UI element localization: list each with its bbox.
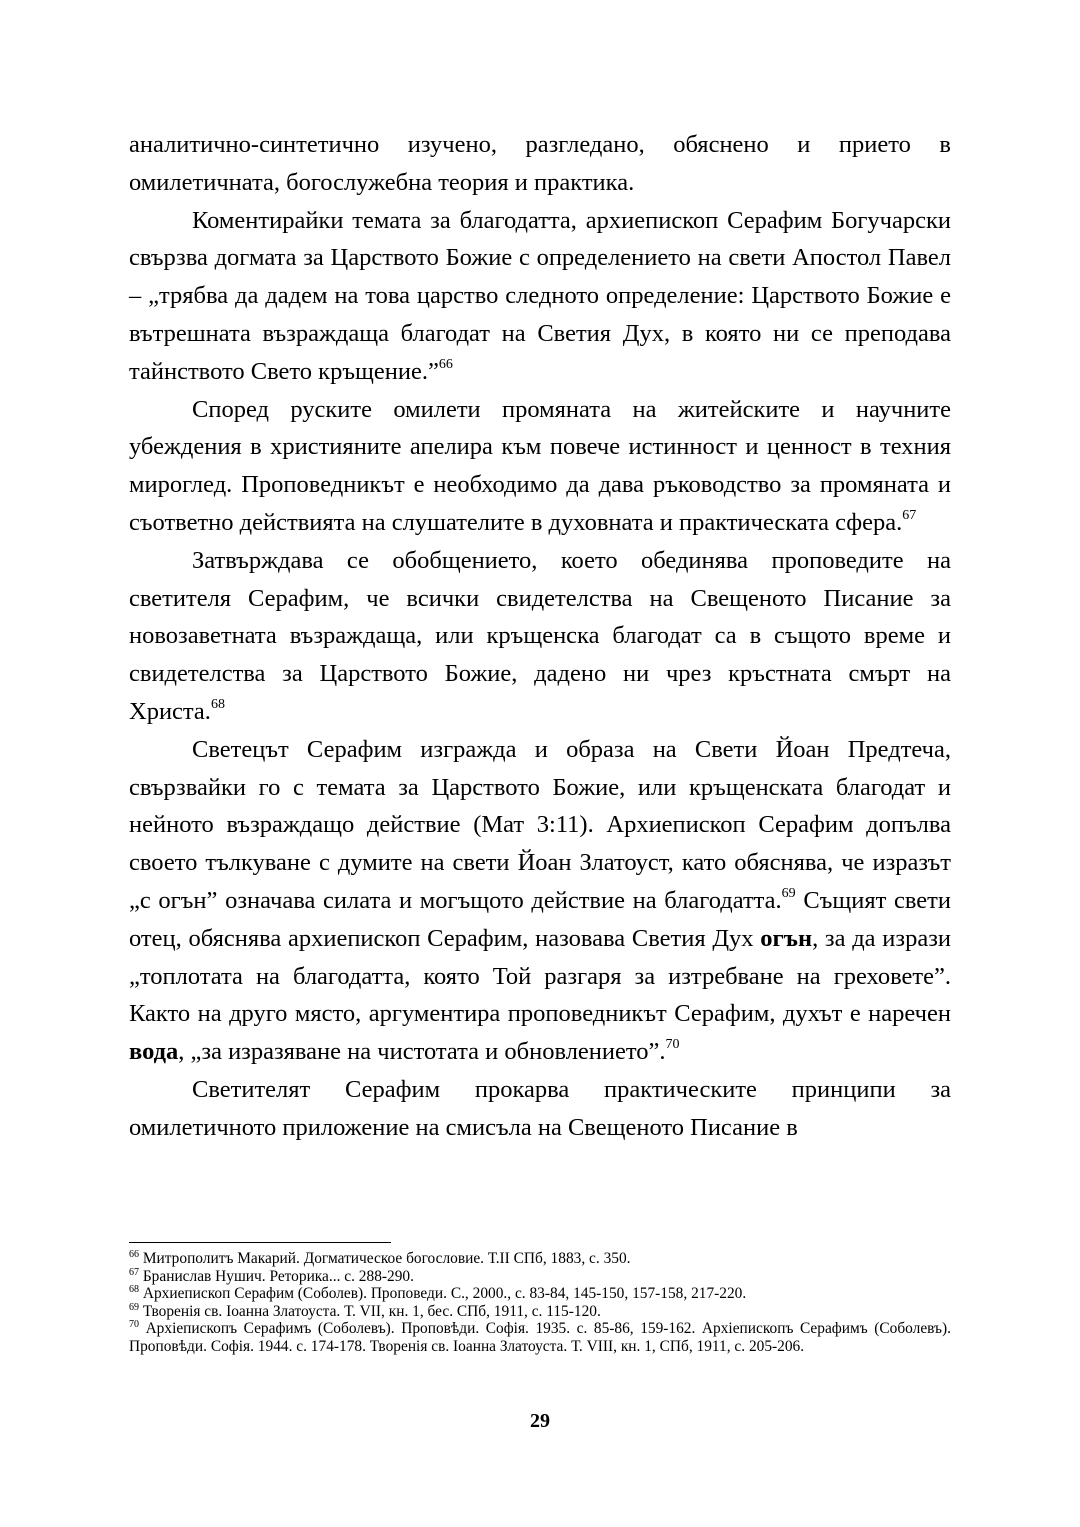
footnote-text: Митрополитъ Макарий. Догматическое богословие. Т.II СПб, 1883, с. 350. — [139, 1250, 631, 1267]
footnote-ref-66[interactable]: 66 — [438, 356, 453, 372]
main-body-text — [129, 126, 951, 1147]
footnote-text: Архиепископ Серафим (Соболев). Проповеди. С., 2000., с. 83-84, 145-150, 157-158, 217-220. — [139, 1285, 747, 1303]
footnote-ref-67[interactable]: 67 — [902, 507, 917, 523]
paragraph-5-text-d: , „за изразяване на чистотата и обновлението”. — [178, 1038, 666, 1066]
page-number: 29 — [530, 1410, 550, 1432]
paragraph-5-text-b: Същият свети отец, обяснява архиепископ Серафим, назовава Светия Дух — [129, 886, 951, 952]
footnote-67 — [129, 1268, 951, 1286]
footnote-text: Архiепископъ Серафимъ (Соболевъ). Проповѣди. Софiя. 1935. с. 85-86, 159-162. Архiепископъ Серафимъ (Соболевъ). Проповѣди. Софiя. 1944. с. 174-178. Творенiя св. Iоанна Златоуста. Т. VIII, кн. 1, СПб, 1911, с. 205-206. — [129, 1320, 951, 1355]
footnote-number: 66 — [129, 1249, 139, 1260]
bold-word-water: вода — [129, 1038, 179, 1066]
footnote-text: Бранислав Нушич. Реторика... с. 288-290. — [139, 1267, 414, 1285]
paragraph-5 — [129, 731, 951, 1071]
paragraph-3-text: Според руските омилети промяната на житейските и научните убеждения в християните апелира към повече истинност и ценност в техния мироглед. Проповедникът е необходимо да дава ръководство за промяната и съответно действията на слушателите в духовната и практическата сфера. — [129, 395, 951, 536]
footnote-69 — [129, 1303, 951, 1321]
paragraph-2 — [129, 202, 951, 391]
paragraph-6 — [129, 1071, 951, 1147]
footnote-number: 68 — [129, 1284, 139, 1296]
paragraph-5-text-c: , за да изрази „топлотата на благодатта, която Той разгаря за изтребване на греховете”. Както на друго място, аргументира проповедникът Серафим, духът е наречен — [129, 924, 951, 1028]
footnote-number: 69 — [129, 1301, 139, 1313]
footnote-ref-70[interactable]: 70 — [665, 1037, 680, 1053]
paragraph-4-text: Затвърждава се обобщението, което обединява проповедите на светителя Серафим, че всички свидетелства на Свещеното Писание за новозаветната възраждаща, или кръщенска благодат са в същото време и свидетелства за Царството Божие, дадено ни чрез кръстната смърт на Христа. — [129, 546, 951, 725]
paragraph-1-text: аналитично-синтетично изучено, разгледано, обяснено и прието в омилетичната, богослужебна теория и практика. — [129, 131, 951, 196]
footnote-ref-68[interactable]: 68 — [210, 696, 225, 712]
paragraph-6-text: Светителят Серафим прокарва практическите принципи за омилетичното приложение на смисъла на Свещеното Писание в — [129, 1075, 951, 1141]
paragraph-5-text-a: Светецът Серафим изгражда и образа на Свети Йоан Предтеча, свързвайки го с темата за Царството Божие, или кръщенската благодат и нейното възраждащо действие (Мат 3:11). Архиепископ Серафим допълва своето тълкуване с думите на свети Йоан Златоуст, като обяснява, че изразът „с огън” означава силата и могъщото действие на благодатта. — [129, 735, 951, 914]
bold-word-fire: огън — [760, 924, 813, 952]
footnote-number: 70 — [129, 1319, 139, 1331]
footnote-text: Творенiя св. Iоанна Златоуста. Т. VII, кн. 1, бес. СПб, 1911, с. 115-120. — [139, 1302, 601, 1320]
paragraph-1 — [129, 126, 951, 202]
footnote-number: 67 — [129, 1266, 139, 1278]
footnote-68 — [129, 1285, 951, 1303]
footnote-separator — [129, 1242, 391, 1243]
paragraph-2-text: Коментирайки темата за благодатта, архиепископ Серафим Богучарски свързва догмата за Царството Божие с определението на свети Апостол Павел – „трябва да дадем на това царство следното определение: Царството Божие е вътрешната възраждаща благодат на Светия Дух, в която ни се преподава тайнството Свето кръщение.” — [129, 206, 951, 385]
footnote-66 — [129, 1250, 951, 1268]
footnote-ref-69[interactable]: 69 — [781, 885, 796, 901]
footnote-70 — [129, 1320, 951, 1355]
paragraph-4 — [129, 542, 951, 731]
paragraph-3 — [129, 391, 951, 542]
footnotes-section — [129, 1250, 951, 1356]
